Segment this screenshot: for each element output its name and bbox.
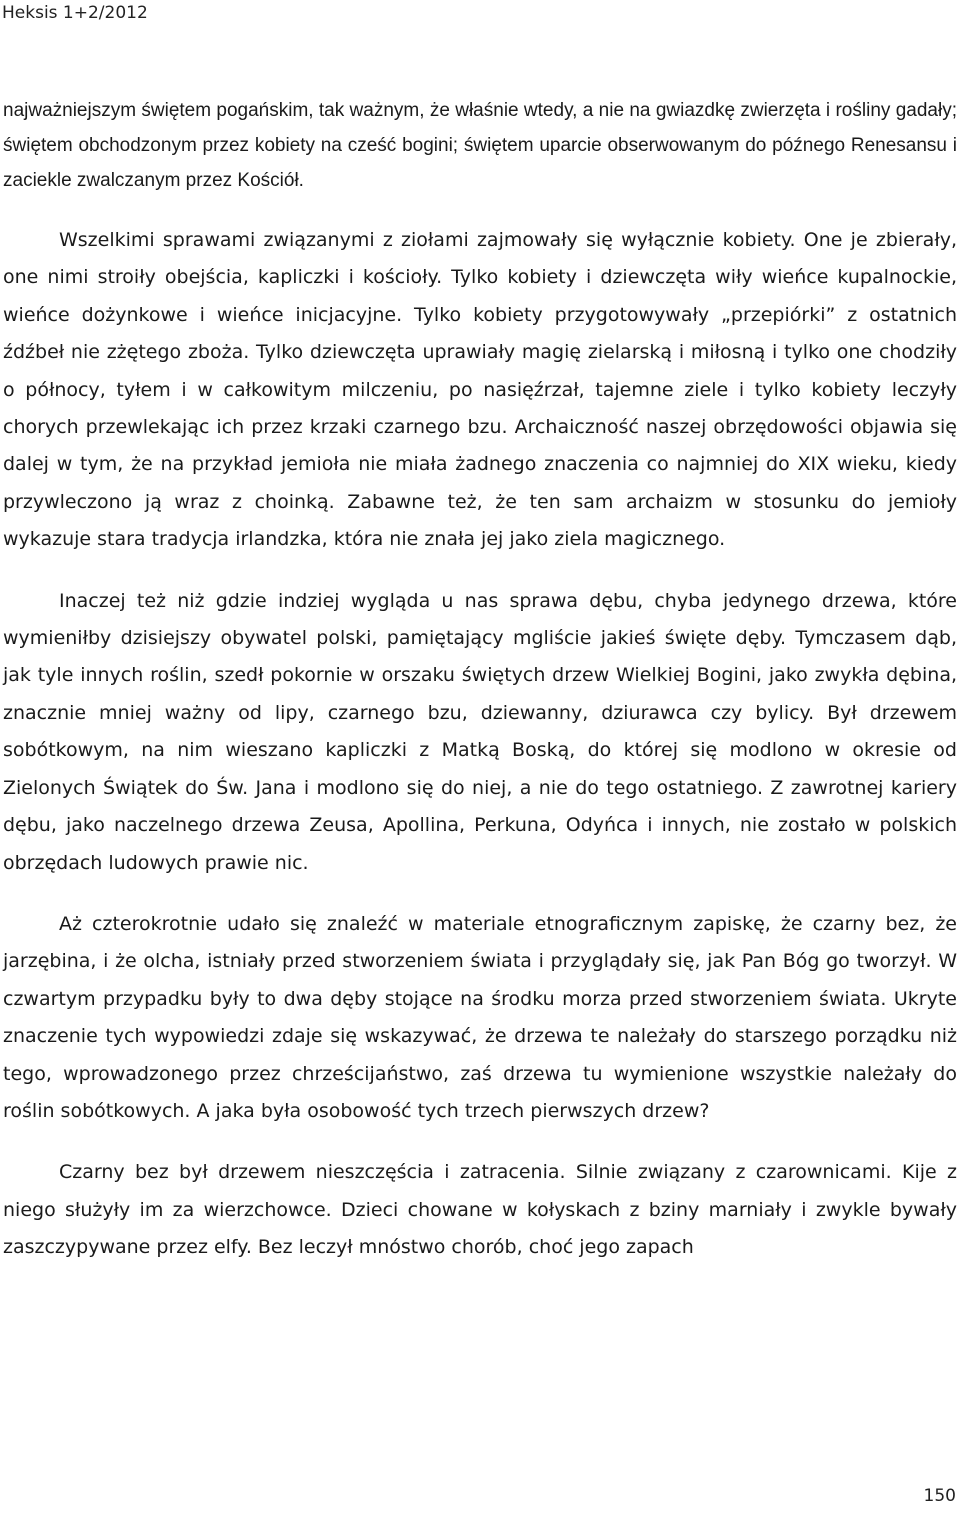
paragraph-continued: najważniejszym świętem pogańskim, tak ważnym, że właśnie wtedy, a nie na gwiazdkę zwierzęta i rośliny gadały; świętem obchodzonym przez kobiety na cześć bogini; świętem uparcie obserwowanym do późnego Renesansu i zaciekle zwalczanym przez Kościół. bbox=[3, 100, 957, 191]
paragraph-elder: Czarny bez był drzewem nieszczęścia i zatracenia. Silnie związany z czarownicami. Kije z niego służyły im za wierzchowce. Dzieci chowane w kołyskach z bziny marniały i zwykle bywały zaszczypywane przez elfy. Bez leczył mnóstwo chorób, choć jego zapach bbox=[3, 1161, 957, 1259]
paragraph-oak: Inaczej też niż gdzie indziej wygląda u nas sprawa dębu, chyba jedynego drzewa, które wymieniłby dzisiejszy obywatel polski, pamiętający mgliście jakieś święte dęby. Tymczasem dąb, jak tyle innych roślin, szedł pokornie w orszaku świętych drzew Wielkiej Bogini, jako zwykła dębina, znacznie mniej ważny od lipy, czarnego bzu, dziewanny, dziurawca czy bylicy. Był drzewem sobótkowym, na nim wieszano kapliczki z Matką Boską, do której się modlono w okresie od Zielonych Świątek do Św. Jana i modlono się do niej, a nie do tego ostatniego. Z zawrotnej kariery dębu, jako naczelnego drzewa Zeusa, Apollina, Perkuna, Odyńca i innych, nie zostało w polskich obrzędach ludowych prawie nic. bbox=[3, 589, 957, 874]
paragraph-primeval-trees: Aż czterokrotnie udało się znaleźć w materiale etnograficznym zapiskę, że czarny bez, że jarzębina, i że olcha, istniały przed stworzeniem świata i przyglądały się, jak Pan Bóg go tworzył. W czwartym przypadku były to dwa dęby stojące na środku morza przed stworzeniem świata. Ukryte znaczenie tych wypowiedzi zdaje się wskazywać, że drzewa te należały do starszego porządku niż tego, wprowadzonego przez chrześcijaństwo, zaś drzewa tu wymienione wszystkie należały do roślin sobótkowych. A jaka była osobowość tych trzech pierwszych drzew? bbox=[3, 912, 957, 1122]
article-body bbox=[3, 93, 957, 1267]
page-number: 150 bbox=[923, 1486, 956, 1506]
running-header: Heksis 1+2/2012 bbox=[2, 3, 148, 23]
paragraph-herbs-women: Wszelkimi sprawami związanymi z ziołami zajmowały się wyłącznie kobiety. One je zbierały, one nimi stroiły obejścia, kapliczki i kościoły. Tylko kobiety i dziewczęta wiły wieńce kupalnockie, wieńce dożynkowe i wieńce inicjacyjne. Tylko kobiety przygotowywały „przepiórki” z ostatnich źdźbeł nie zżętego zboża. Tylko dziewczęta uprawiały magię zielarską i miłosną i tylko one chodziły o północy, tyłem i w całkowitym milczeniu, po nasięźrzał, tajemne ziele i tylko kobiety leczyły chorych przewlekając ich przez krzaki czarnego bzu. Archaiczność naszej obrzędowości objawia się dalej w tym, że na przykład jemioła nie miała żadnego znaczenia co najmniej do XIX wieku, kiedy przywleczono ją wraz z choinką. Zabawne też, że ten sam archaizm w stosunku do jemioły wykazuje stara tradycja irlandzka, która nie znała jej jako ziela magicznego. bbox=[3, 229, 957, 551]
